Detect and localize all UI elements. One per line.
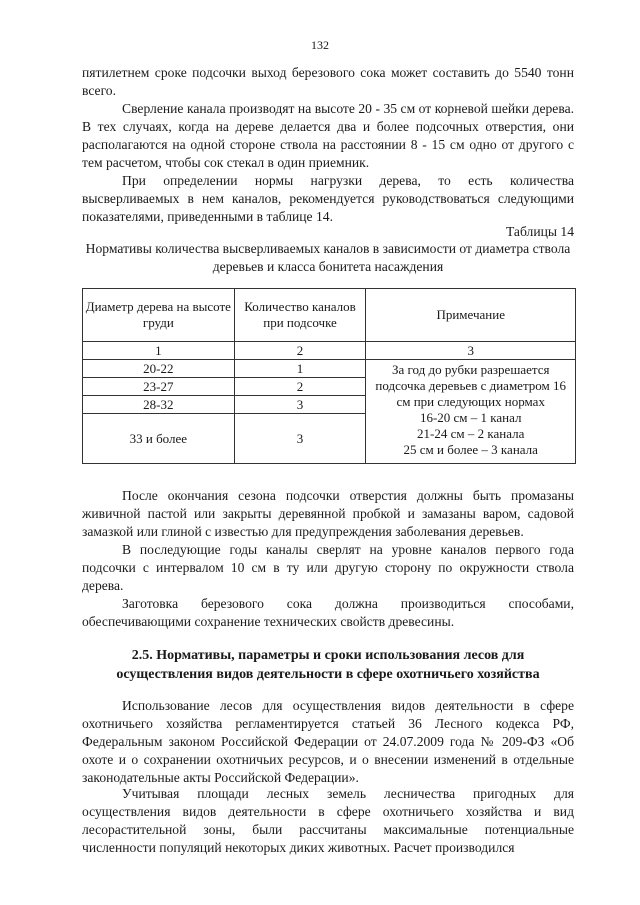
table-caption: Нормативы количества высверливаемых каналов в зависимости от диаметра ствола деревьев и класса бонитета насаждения (85, 241, 571, 274)
paragraph-load-norms: При определении нормы нагрузки дерева, то есть количества высверливаемых в нем каналов, рекомендуется руководствоваться следующими показателями, приведенными в таблице 14. (82, 173, 574, 224)
paragraph-populations: Учитывая площади лесных земель лесничества пригодных для осуществления видов деятельности в сфере охотничьего хозяйства и вид лесорастительной зоны, были рассчитаны максимальные потенциальные численности популяций некоторых диких животных. Расчет производился (82, 786, 574, 855)
diameter-cell: 23-27 (83, 378, 235, 396)
note-line: За год до рубки разрешается (391, 362, 550, 377)
diameter-cell: 28-32 (83, 396, 235, 414)
note-line: 25 см и более – 3 канала (403, 442, 538, 457)
note-line: 21-24 см – 2 канала (417, 426, 525, 441)
paragraph-next-years: В последующие годы каналы сверлят на уровне каналов первого года подсочки с интервалом 10 см в ту или другую сторону по окружности ствола дерева. (82, 542, 574, 593)
channels-cell: 1 (234, 360, 366, 378)
note-line: подсочка деревьев с диаметром 16 (375, 378, 567, 393)
table-label: Таблицы 14 (505, 224, 574, 239)
column-number: 2 (234, 342, 366, 360)
channels-cell: 3 (234, 396, 366, 414)
channels-cell: 3 (234, 414, 366, 464)
header-diameter: Диаметр дерева на высоте груди (83, 289, 235, 342)
norms-table (82, 288, 576, 464)
paragraph-hunting-law: Использование лесов для осуществления видов деятельности в сфере охотничьего хозяйства регламентируется статьей 36 Лесного кодекса РФ, Федеральным законом Российской Федерации от 24.07.2009 года № 209-ФЗ «Об охоте и о сохранении охотничьих ресурсов, и о внесении изменений в отдельные законодательные акты Российской Федерации». (82, 698, 574, 785)
header-note: Примечание (366, 289, 576, 342)
paragraph-sap-yield: пятилетнем сроке подсочки выход березового сока может составить до 5540 тонн всего. (82, 65, 574, 98)
table-header-row (83, 289, 576, 342)
page-number: 132 (311, 38, 329, 52)
note-line: 16-20 см – 1 канал (419, 410, 522, 425)
table-row (83, 360, 576, 378)
table-number-row (83, 342, 576, 360)
diameter-cell: 33 и более (83, 414, 235, 464)
column-number: 1 (83, 342, 235, 360)
header-channels: Количество каналов при подсочке (234, 289, 366, 342)
diameter-cell: 20-22 (83, 360, 235, 378)
paragraph-drilling: Сверление канала производят на высоте 20 - 35 см от корневой шейки дерева. В тех случаях, когда на дереве делается два и более подсочных отверстия, они располагаются на одной стороне ствола на расстоянии 8 - 15 см одно от другого с тем расчетом, чтобы сок стекал в один приемник. (82, 101, 574, 170)
column-number: 3 (366, 342, 576, 360)
note-cell (366, 360, 576, 464)
paragraph-after-season: После окончания сезона подсочки отверстия должны быть промазаны живичной пастой или закрыты деревянной пробкой и замазаны варом, садовой замазкой или глиной с известью для предупреждения заболевания деревьев. (82, 488, 574, 539)
section-heading: 2.5. Нормативы, параметры и сроки использования лесов для осуществления видов деятельности в сфере охотничьего хозяйства (116, 648, 540, 682)
paragraph-harvesting: Заготовка березового сока должна производиться способами, обеспечивающими сохранение технических свойств древесины. (82, 596, 574, 629)
channels-cell: 2 (234, 378, 366, 396)
note-line: см при следующих нормах (396, 394, 545, 409)
